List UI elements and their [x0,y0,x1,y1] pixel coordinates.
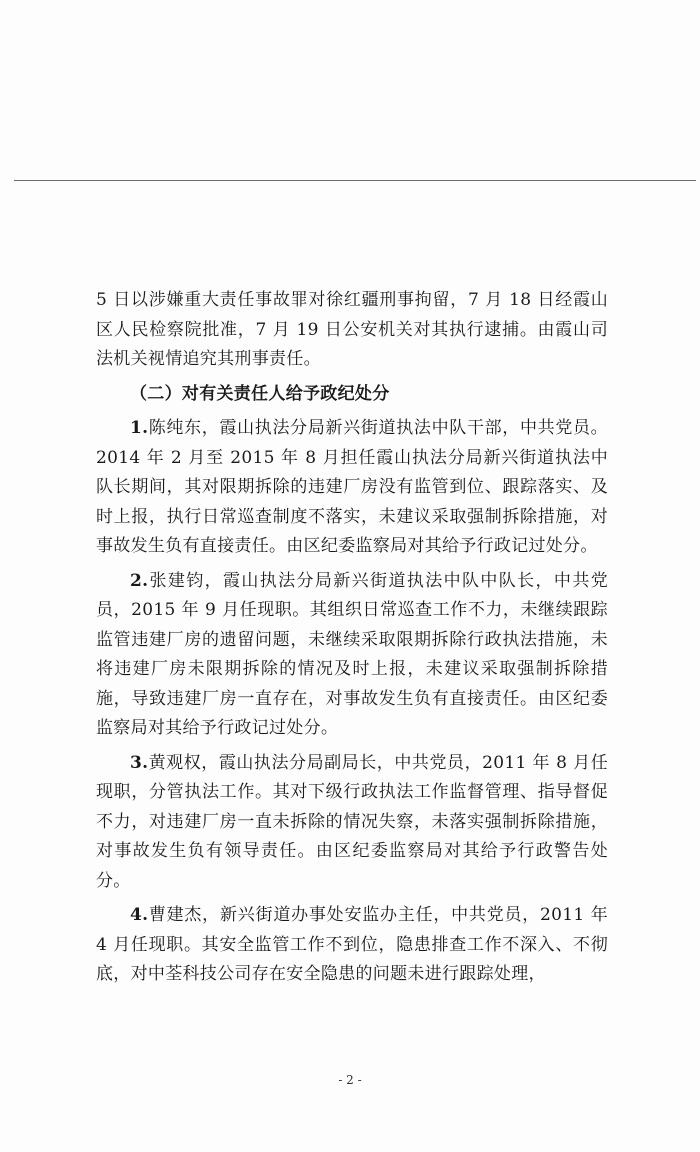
item-number: 1. [130,418,149,438]
paragraph-text: 张建钧，霞山执法分局新兴街道执法中队中队长，中共党员，2015 年 9 月任现职。其组织日常巡查工作不力，未继续跟踪监管违建厂房的遗留问题，未继续采取限期拆除行政执法措施，未将违建厂房未限期拆除的情况及时上报，未建议采取强制拆除措施，导致违建厂房一直存在，对事故发生负有直接责任。由区纪委监察局对其给予行政记过处分。 [96,570,608,738]
item-number: 2. [130,570,149,591]
item-number: 3. [130,752,149,773]
paragraph-item-3 [96,749,608,897]
paragraph-item-2 [96,567,608,744]
item-number: 4. [130,905,149,925]
header-rule [14,180,696,181]
page-number: - 2 - [338,1073,362,1087]
paragraph-item-1 [96,414,608,562]
paragraph-text: 5 日以涉嫌重大责任事故罪对徐红疆刑事拘留，7 月 18 日经霞山区人民检察院批准，7 月 19 日公安机关对其执行逮捕。由霞山司法机关视情追究其刑事责任。 [96,290,608,369]
paragraph-continuation [96,286,608,375]
document-body [96,286,608,990]
paragraph-text: 曹建杰，新兴街道办事处安监办主任，中共党员，2011 年 4 月任现职。其安全监管工作不到位，隐患排查工作不深入、不彻底，对中荃科技公司存在安全隐患的问题未进行跟踪处理， [96,905,608,984]
section-heading-text: （二）对有关责任人给予政纪处分 [130,383,390,404]
section-heading [96,380,608,410]
paragraph-item-4 [96,901,608,990]
paragraph-text: 黄观权，霞山执法分局副局长，中共党员，2011 年 8 月任现职，分管执法工作。其对下级行政执法工作监督管理、指导督促不力，对违建厂房一直未拆除的情况失察，未落实强制拆除措施，对事故发生负有领导责任。由区纪委监察局对其给予行政警告处分。 [96,752,608,891]
paragraph-text: 陈纯东，霞山执法分局新兴街道执法中队干部，中共党员。2014 年 2 月至 2015 年 8 月担任霞山执法分局新兴街道执法中队长期间，其对限期拆除的违建厂房没有监管到位、跟踪落实、及时上报，执行日常巡查制度不落实，未建议采取强制拆除措施，对事故发生负有直接责任。由区纪委监察局对其给予行政记过处分。 [96,418,608,556]
